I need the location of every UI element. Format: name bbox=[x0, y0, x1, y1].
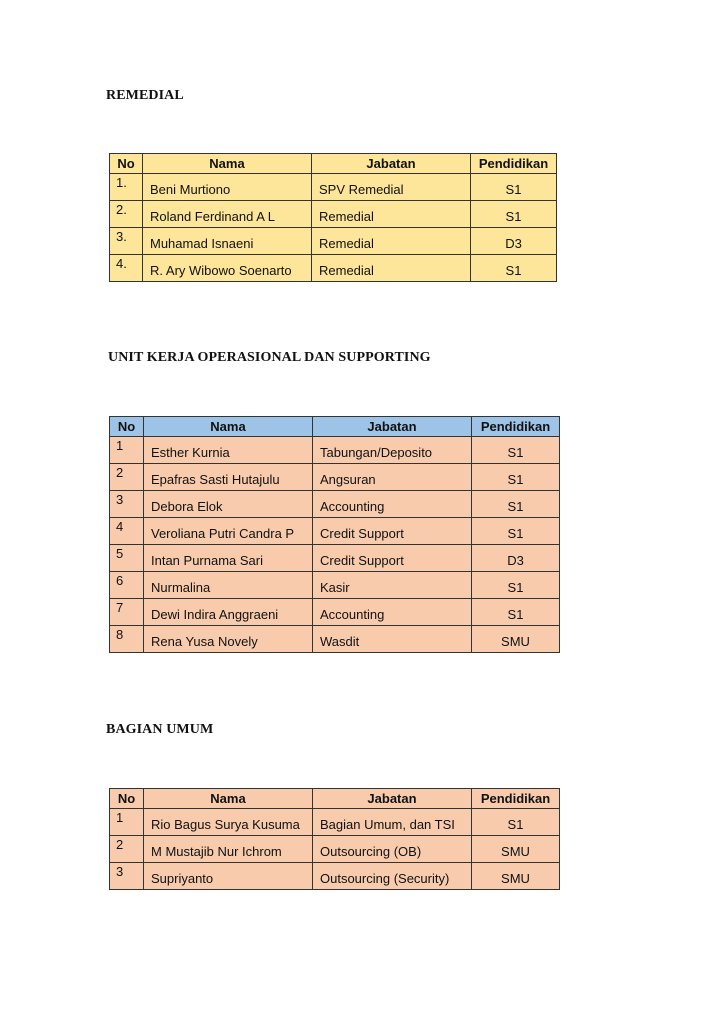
cell-nama: Supriyanto bbox=[144, 863, 313, 890]
col-header-no: No bbox=[110, 417, 144, 437]
cell-jabatan: Bagian Umum, dan TSI bbox=[313, 809, 472, 836]
cell-pendidikan: S1 bbox=[472, 437, 560, 464]
cell-no: 2. bbox=[110, 201, 143, 228]
cell-jabatan: Wasdit bbox=[313, 626, 472, 653]
col-header-nama: Nama bbox=[144, 789, 313, 809]
table-row bbox=[110, 201, 557, 228]
cell-pendidikan: S1 bbox=[472, 518, 560, 545]
cell-no: 4. bbox=[110, 255, 143, 282]
cell-no: 3. bbox=[110, 228, 143, 255]
col-header-jabatan: Jabatan bbox=[312, 154, 471, 174]
cell-jabatan: Kasir bbox=[313, 572, 472, 599]
col-header-jabatan: Jabatan bbox=[313, 417, 472, 437]
table-header-row bbox=[110, 789, 560, 809]
cell-jabatan: Remedial bbox=[312, 201, 471, 228]
cell-no: 5 bbox=[110, 545, 144, 572]
cell-jabatan: Remedial bbox=[312, 228, 471, 255]
cell-no: 4 bbox=[110, 518, 144, 545]
cell-nama: Nurmalina bbox=[144, 572, 313, 599]
cell-no: 1. bbox=[110, 174, 143, 201]
cell-nama: M Mustajib Nur Ichrom bbox=[144, 836, 313, 863]
cell-no: 1 bbox=[110, 437, 144, 464]
table-row bbox=[110, 228, 557, 255]
cell-jabatan: SPV Remedial bbox=[312, 174, 471, 201]
cell-nama: Epafras Sasti Hutajulu bbox=[144, 464, 313, 491]
cell-nama: Dewi Indira Anggraeni bbox=[144, 599, 313, 626]
cell-jabatan: Credit Support bbox=[313, 518, 472, 545]
cell-pendidikan: S1 bbox=[471, 174, 557, 201]
table-row bbox=[110, 809, 560, 836]
col-header-no: No bbox=[110, 154, 143, 174]
cell-pendidikan: S1 bbox=[471, 201, 557, 228]
col-header-pendidikan: Pendidikan bbox=[472, 789, 560, 809]
col-header-pendidikan: Pendidikan bbox=[472, 417, 560, 437]
cell-no: 6 bbox=[110, 572, 144, 599]
cell-nama: R. Ary Wibowo Soenarto bbox=[143, 255, 312, 282]
cell-nama: Rio Bagus Surya Kusuma bbox=[144, 809, 313, 836]
cell-pendidikan: SMU bbox=[472, 626, 560, 653]
col-header-nama: Nama bbox=[143, 154, 312, 174]
cell-nama: Esther Kurnia bbox=[144, 437, 313, 464]
cell-no: 2 bbox=[110, 464, 144, 491]
cell-pendidikan: D3 bbox=[471, 228, 557, 255]
table-row bbox=[110, 174, 557, 201]
table-bagian-umum bbox=[109, 788, 560, 890]
table-row bbox=[110, 255, 557, 282]
table-row bbox=[110, 545, 560, 572]
cell-nama: Beni Murtiono bbox=[143, 174, 312, 201]
table-remedial bbox=[109, 153, 557, 282]
section-title-bagian-umum: BAGIAN UMUM bbox=[106, 722, 214, 737]
col-header-nama: Nama bbox=[144, 417, 313, 437]
cell-pendidikan: S1 bbox=[472, 491, 560, 518]
cell-jabatan: Accounting bbox=[313, 599, 472, 626]
cell-pendidikan: SMU bbox=[472, 863, 560, 890]
cell-nama: Intan Purnama Sari bbox=[144, 545, 313, 572]
table-row bbox=[110, 863, 560, 890]
cell-pendidikan: S1 bbox=[472, 572, 560, 599]
table-row bbox=[110, 599, 560, 626]
col-header-no: No bbox=[110, 789, 144, 809]
col-header-pendidikan: Pendidikan bbox=[471, 154, 557, 174]
cell-jabatan: Tabungan/Deposito bbox=[313, 437, 472, 464]
table-header-row bbox=[110, 154, 557, 174]
cell-pendidikan: SMU bbox=[472, 836, 560, 863]
cell-pendidikan: S1 bbox=[472, 599, 560, 626]
cell-nama: Muhamad Isnaeni bbox=[143, 228, 312, 255]
section-title-remedial: REMEDIAL bbox=[106, 88, 184, 103]
cell-no: 7 bbox=[110, 599, 144, 626]
cell-jabatan: Accounting bbox=[313, 491, 472, 518]
cell-no: 2 bbox=[110, 836, 144, 863]
table-operasional bbox=[109, 416, 560, 653]
cell-pendidikan: D3 bbox=[472, 545, 560, 572]
cell-jabatan: Outsourcing (Security) bbox=[313, 863, 472, 890]
table-row bbox=[110, 491, 560, 518]
cell-pendidikan: S1 bbox=[472, 809, 560, 836]
table-row bbox=[110, 572, 560, 599]
cell-nama: Veroliana Putri Candra P bbox=[144, 518, 313, 545]
cell-jabatan: Angsuran bbox=[313, 464, 472, 491]
cell-pendidikan: S1 bbox=[471, 255, 557, 282]
table-row bbox=[110, 518, 560, 545]
cell-nama: Rena Yusa Novely bbox=[144, 626, 313, 653]
table-row bbox=[110, 437, 560, 464]
cell-no: 8 bbox=[110, 626, 144, 653]
cell-jabatan: Credit Support bbox=[313, 545, 472, 572]
table-row bbox=[110, 626, 560, 653]
section-title-operasional: UNIT KERJA OPERASIONAL DAN SUPPORTING bbox=[108, 350, 431, 365]
cell-no: 1 bbox=[110, 809, 144, 836]
cell-jabatan: Outsourcing (OB) bbox=[313, 836, 472, 863]
cell-no: 3 bbox=[110, 491, 144, 518]
cell-nama: Roland Ferdinand A L bbox=[143, 201, 312, 228]
cell-nama: Debora Elok bbox=[144, 491, 313, 518]
table-row bbox=[110, 464, 560, 491]
table-row bbox=[110, 836, 560, 863]
col-header-jabatan: Jabatan bbox=[313, 789, 472, 809]
cell-jabatan: Remedial bbox=[312, 255, 471, 282]
cell-no: 3 bbox=[110, 863, 144, 890]
table-header-row bbox=[110, 417, 560, 437]
cell-pendidikan: S1 bbox=[472, 464, 560, 491]
